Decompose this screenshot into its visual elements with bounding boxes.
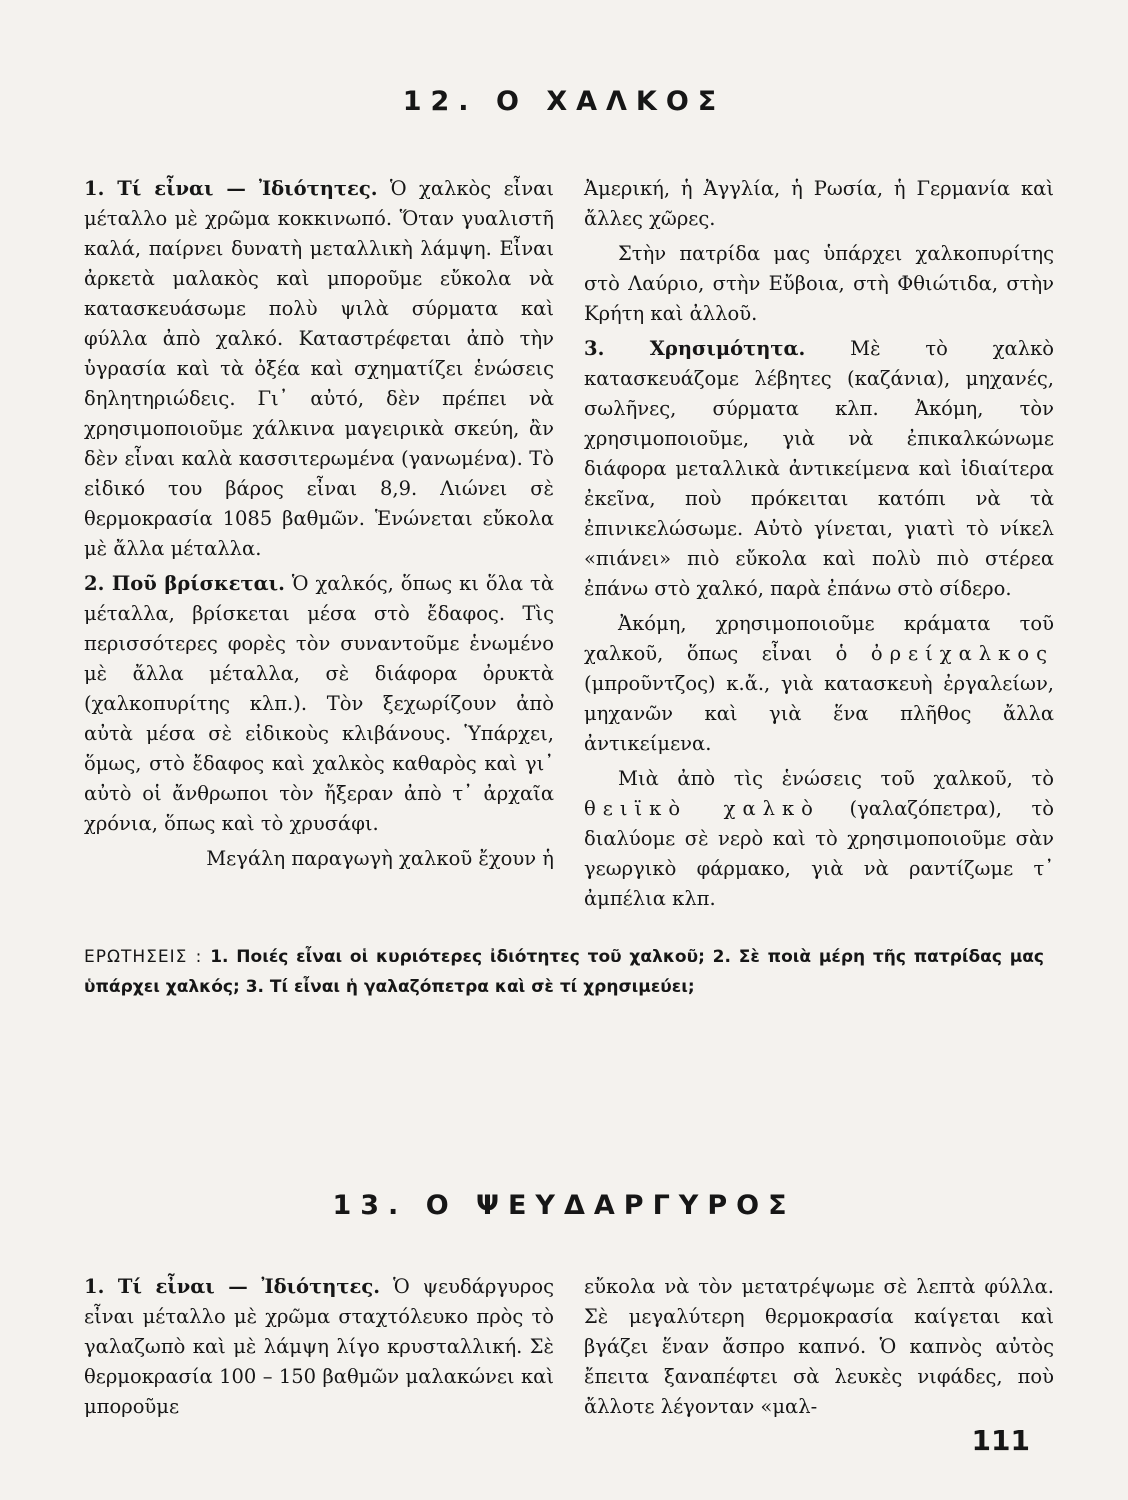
section-3-compounds-paragraph: Μιὰ ἀπὸ τὶς ἑνώσεις τοῦ χαλκοῦ, τὸ θειϊκὸ χαλκὸ (γαλαζόπετρα), τὸ διαλύομε σὲ νερὸ καὶ τὸ χρησιμοποιοῦμε σὰν γεωργικὸ φάρμακο, γιὰ νὰ ραντίζωμε τ᾽ ἀμπέλια κλπ. — [584, 767, 1054, 910]
section-3-text: Μὲ τὸ χαλκὸ κατασκευάζομε λέβητες (καζάνια), μηχανές, σωλῆνες, σύρματα κλπ. Ἀκόμη, τὸν χρησιμοποιοῦμε, γιὰ νὰ ἐπικαλκώνωμε διάφορα μεταλλικὰ ἀντικείμενα καὶ ἰδιαίτερα ἐκεῖνα, ποὺ πρόκειται κατόπι νὰ τὰ ἐπινικελώσωμε. Αὐτὸ γίνεται, γιατὶ τὸ νίκελ «πιάνει» πιὸ εὔκολα καὶ πολὺ πιὸ στέρεα ἐπάνω στὸ χαλκό, παρὰ ἐπάνω στὸ σίδερο. — [584, 337, 1054, 600]
questions-text: 1. Ποιές εἶναι οἱ κυριότερες ἰδιότητες τοῦ χαλκοῦ; 2. Σὲ ποιὰ μέρη τῆς πατρίδας μας ὑπάρχει χαλκός; 3. Τί εἶναι ἡ γαλαζόπετρα καὶ σὲ τί χρησιμεύει; — [84, 947, 1044, 997]
section-1-text: Ὁ χαλκὸς εἶναι μέταλλο μὲ χρῶμα κοκκινωπό. Ὅταν γυαλιστῆ καλά, παίρνει δυνατὴ μεταλλικὴ λάμψη. Εἶναι ἀρκετὰ μαλακὸς καὶ μποροῦμε εὔκολα νὰ κατασκευάσωμε πολὺ ψιλὰ σύρματα καὶ φύλλα ἀπὸ χαλκό. Καταστρέφεται ἀπὸ τὴν ὑγρασία καὶ τὰ ὀξέα καὶ σχηματίζει ἑνώσεις δηλητηριώδεις. Γι᾽ αὐτό, δὲν πρέπει νὰ χρησιμοποιοῦμε χάλκινα μαγειρικὰ σκεύη, ἂν δὲν εἶναι καλὰ κασσιτερωμένα (γανωμένα). Τὸ εἰδικό του βάρος εἶναι 8,9. Λιώνει σὲ θερμοκρασία 1085 βαθμῶν. Ἑνώνεται εὔκολα μὲ ἄλλα μέταλλα. — [84, 177, 554, 560]
term-theiiko-chalko: θειϊκὸ χαλκὸ — [584, 797, 820, 820]
chapter-12-left-column — [84, 174, 554, 879]
section-1-heading: 1. Τί εἶναι — Ἰδιότητες. — [84, 177, 378, 200]
chapter-12-questions — [84, 942, 1044, 1002]
section-1-paragraph — [84, 174, 554, 564]
chapter-13-section-1-continuation: εὔκολα νὰ τὸν μετατρέψωμε σὲ λεπτὰ φύλλα. Σὲ μεγαλύτερη θερμοκρασία καίγεται καὶ βγάζει ἕναν ἄσπρο καπνό. Ὁ καπνὸς αὐτὸς ἔπειτα ξαναπέφτει σὰ λευκὲς νιφάδες, ποὺ ἄλλοτε λέγονταν «μαλ- — [584, 1275, 1054, 1418]
page-number: 111 — [971, 1424, 1030, 1457]
chapter-12-right-column — [584, 174, 1054, 919]
chapter-13-left-column — [84, 1272, 554, 1427]
section-2-heading: 2. Ποῦ βρίσκεται. — [84, 572, 285, 595]
chapter-13-section-1-heading: 1. Τί εἶναι — Ἰδιότητες. — [84, 1275, 381, 1298]
section-3-paragraph — [584, 334, 1054, 604]
chapter-13-section-1-text: Ὁ ψευδάργυρος εἶναι μέταλλο μὲ χρῶμα σταχτόλευκο πρὸς τὸ γαλαζωπὸ καὶ μὲ λάμψη λίγο κρυσταλλική. Σὲ θερμοκρασία 100 – 150 βαθμῶν μαλακώνει καὶ μποροῦμε — [84, 1275, 554, 1418]
section-3-alloys-paragraph: Ἀκόμη, χρησιμοποιοῦμε κράματα τοῦ χαλκοῦ, ὅπως εἶναι ὁ ὀρείχαλκος (μπροῦντζος) κ.ἄ., γιὰ κατασκευὴ ἐργαλείων, μηχανῶν καὶ γιὰ ἕνα πλῆθος ἄλλα ἀντικείμενα. — [584, 612, 1054, 755]
chapter-13-section-1-paragraph — [84, 1272, 554, 1422]
section-3-heading: 3. Χρησιμότητα. — [584, 337, 806, 360]
section-2-paragraph — [84, 569, 554, 839]
section-2-production-continuation: Ἀμερική, ἡ Ἀγγλία, ἡ Ρωσία, ἡ Γερμανία καὶ ἄλλες χῶρες. — [584, 177, 1054, 230]
section-2-greece-paragraph: Στὴν πατρίδα μας ὑπάρχει χαλκοπυρίτης στὸ Λαύριο, στὴν Εὔβοια, στὴ Φθιώτιδα, στὴν Κρήτη καὶ ἀλλοῦ. — [584, 242, 1054, 325]
chapter-12-title: 12. Ο ΧΑΛΚΟΣ — [402, 86, 726, 117]
section-2-text: Ὁ χαλκός, ὅπως κι ὅλα τὰ μέταλλα, βρίσκεται μέσα στὸ ἔδαφος. Τὶς περισσότερες φορὲς τὸν συναντοῦμε ἑνωμένο μὲ ἄλλα μέταλλα, σὲ διάφορα ὀρυκτὰ (χαλκοπυρίτης κλπ.). Τὸν ξεχωρίζουν ἀπὸ αὐτὰ μέσα σὲ εἰδικοὺς κλιβάνους. Ὑπάρχει, ὅμως, στὸ ἔδαφος καὶ χαλκὸς καθαρὸς καὶ γι᾽ αὐτὸ οἱ ἄνθρωποι τὸν ἤξεραν ἀπὸ τ᾽ ἀρχαῖα χρόνια, ὅπως καὶ τὸ χρυσάφι. — [84, 572, 554, 835]
questions-label: ΕΡΩΤΗΣΕΙΣ : — [84, 947, 203, 967]
term-oreichalkos: ὀρείχαλκος — [870, 642, 1054, 665]
chapter-13-right-column — [584, 1272, 1054, 1427]
section-2-production-start: Μεγάλη παραγωγὴ χαλκοῦ ἔχουν ἡ — [206, 847, 554, 870]
chapter-13-title: 13. Ο ΨΕΥΔΑΡΓΥΡΟΣ — [332, 1190, 796, 1221]
